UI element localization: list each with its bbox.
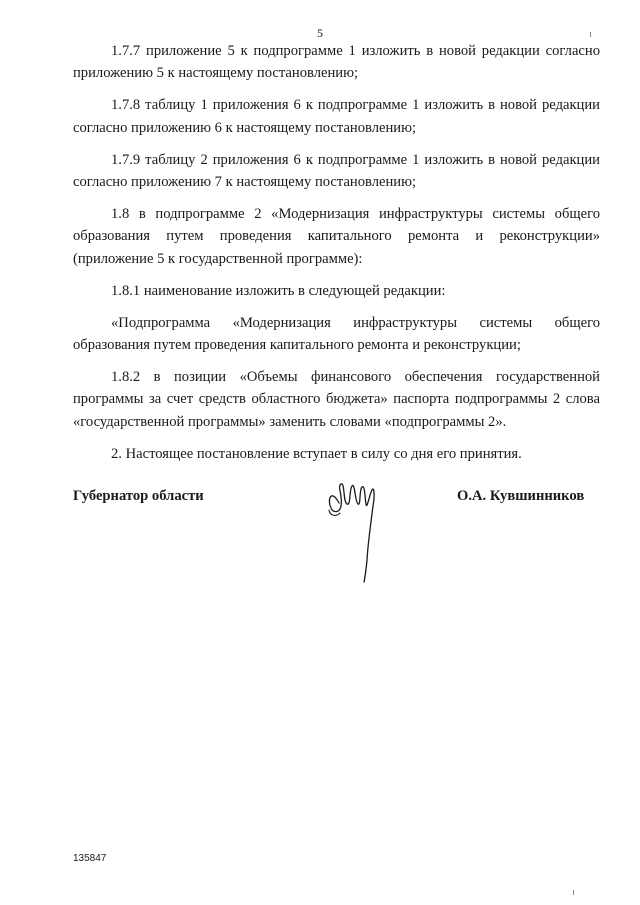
document-body [73, 40, 600, 475]
paragraph-1-7-7: 1.7.7 приложение 5 к подпрограмме 1 изложить в новой редакции согласно приложению 5 к настоящему постановлению; [73, 43, 600, 82]
paragraph-1-7-8: 1.7.8 таблицу 1 приложения 6 к подпрограмме 1 изложить в новой редакции согласно приложению 6 к настоящему постановлению; [73, 97, 600, 136]
page-number: 5 [317, 26, 323, 40]
document-code: 135847 [73, 853, 107, 864]
paragraph-quote: «Подпрограмма «Модернизация инфраструктуры системы общего образования путем проведения капитального ремонта и реконструкции; [73, 314, 600, 353]
paragraph-1-8-1: 1.8.1 наименование изложить в следующей редакции: [111, 282, 446, 299]
paragraph-1-7-9: 1.7.9 таблицу 2 приложения 6 к подпрограмме 1 изложить в новой редакции согласно приложению 7 к настоящему постановлению; [73, 151, 600, 191]
paragraph-1-8: 1.8 в подпрограмме 2 «Модернизация инфраструктуры системы общего образования путем проведения капитального ремонта и реконструкции» (приложение 5 к государственной программе): [73, 205, 600, 267]
scan-edge-mark [573, 890, 574, 895]
handwritten-signature [325, 470, 395, 585]
paragraph-1-8-2: 1.8.2 в позиции «Объемы финансового обеспечения государственной программы за счет средств областного бюджета» паспорта подпрограммы 2 слова «государственной программы» заменить словами «подпрограммы 2». [73, 368, 600, 430]
signatory-title: Губернатор области [73, 488, 204, 504]
paragraph-2: 2. Настоящее постановление вступает в силу со дня его принятия. [111, 445, 522, 462]
signatory-name: О.А. Кувшинников [457, 488, 585, 504]
scan-edge-mark [590, 32, 591, 37]
